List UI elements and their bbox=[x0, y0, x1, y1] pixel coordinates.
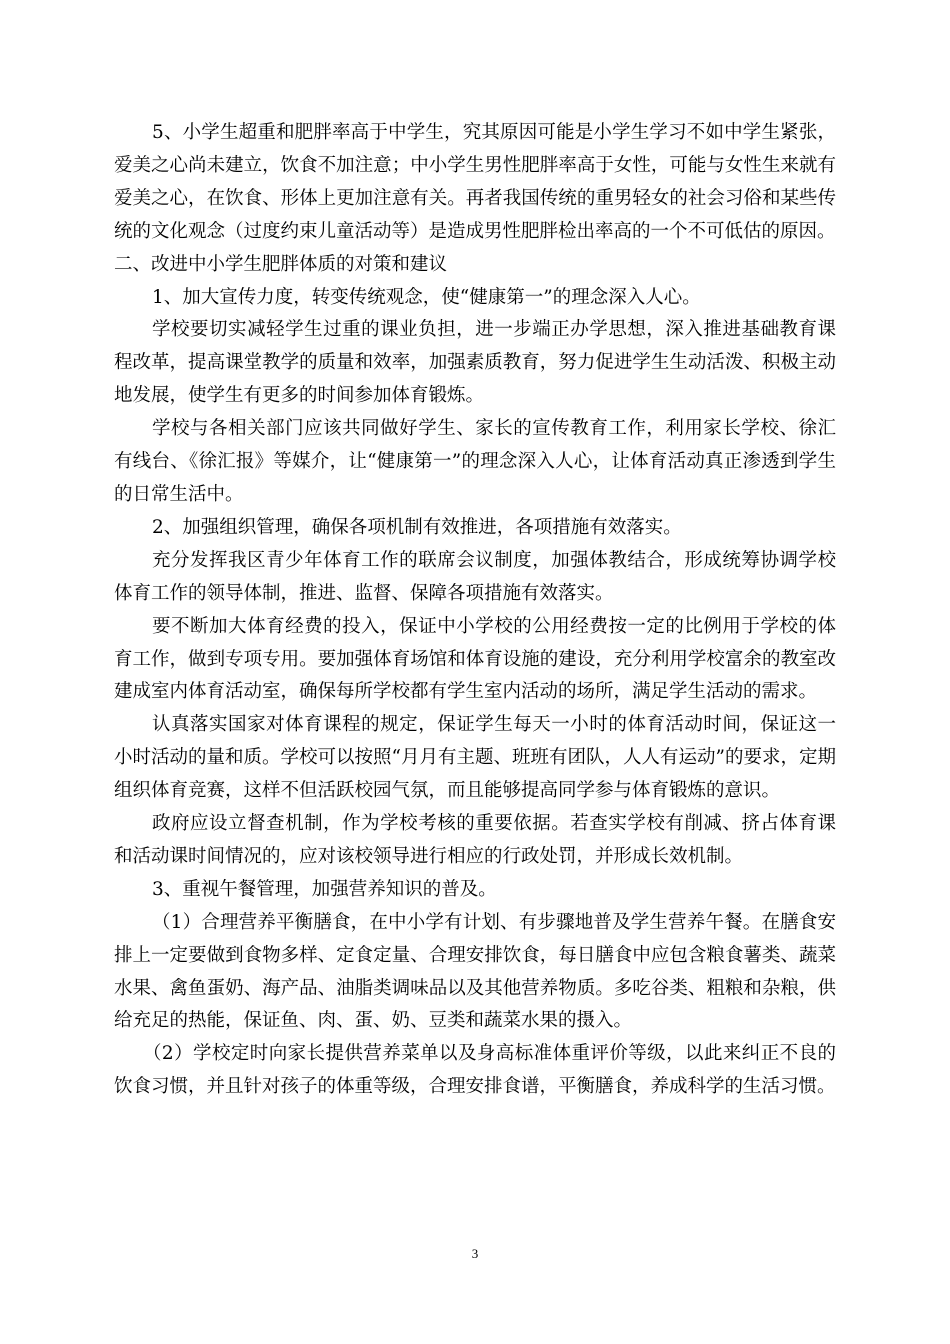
document-body bbox=[114, 117, 836, 1104]
subheading-lunch: 3、重视午餐管理，加强营养知识的普及。 bbox=[152, 878, 497, 900]
section-heading-countermeasures: 二、改进中小学生肥胖体质的对策和建议 bbox=[114, 253, 448, 275]
paragraph-pe-hour: 认真落实国家对体育课程的规定，保证学生每天一小时的体育活动时间，保证这一小时活动的量和质。学校可以按照“月月有主题、班班有团队，人人有运动”的要求，定期组织体育竞赛，这样不但活跃校园气氛，而且能够提高同学参与体育锻炼的意识。 bbox=[114, 714, 836, 802]
paragraph-funding: 要不断加大体育经费的投入，保证中小学校的公用经费按一定的比例用于学校的体育工作，做到专项专用。要加强体育场馆和体育设施的建设，充分利用学校富余的教室改建成室内体育活动室，确保每所学校都有学生室内活动的场所，满足学生活动的需求。 bbox=[114, 615, 836, 703]
paragraph-supervision: 政府应设立督查机制，作为学校考核的重要依据。若查实学校有削减、挤占体育课和活动课时间情况的，应对该校领导进行相应的行政处罚，并形成长效机制。 bbox=[114, 813, 836, 867]
subheading-publicity: 1、加大宣传力度，转变传统观念，使“健康第一”的理念深入人心。 bbox=[152, 286, 701, 308]
paragraph-media-promotion: 学校与各相关部门应该共同做好学生、家长的宣传教育工作，利用家长学校、徐汇有线台、《徐汇报》等媒介，让“健康第一”的理念深入人心，让体育活动真正渗透到学生的日常生活中。 bbox=[114, 418, 836, 505]
subheading-organization: 2、加强组织管理，确保各项机制有效推进，各项措施有效落实。 bbox=[152, 516, 682, 538]
paragraph-obesity-causes: 5、小学生超重和肥胖率高于中学生，究其原因可能是小学生学习不如中学生紧张，爱美之心尚未建立，饮食不加注意；中小学生男性肥胖率高于女性，可能与女性生来就有爱美之心，在饮食、形体上更加注意有关。再者我国传统的重男轻女的社会习俗和某些传统的文化观念（过度约束儿童活动等）是造成男性肥胖检出率高的一个不可低估的原因。 bbox=[114, 122, 836, 242]
page-number: 3 bbox=[471, 1246, 479, 1261]
paragraph-reduce-burden: 学校要切实减轻学生过重的课业负担，进一步端正办学思想，深入推进基础教育课程改革，提高课堂教学的质量和效率，加强素质教育，努力促进学生生动活泼、积极主动地发展，使学生有更多的时间参加体育锻炼。 bbox=[114, 319, 836, 407]
paragraph-balanced-diet: （1）合理营养平衡膳食，在中小学有计划、有步骤地普及学生营养午餐。在膳食安排上一定要做到食物多样、定食定量、合理安排饮食，每日膳食中应包含粮食薯类、蔬菜水果、禽鱼蛋奶、海产品、油脂类调味品以及其他营养物质。多吃谷类、粗粮和杂粮，供给充足的热能，保证鱼、肉、蛋、奶、豆类和蔬菜水果的摄入。 bbox=[114, 911, 836, 1032]
paragraph-joint-meeting: 充分发挥我区青少年体育工作的联席会议制度，加强体教结合，形成统筹协调学校体育工作的领导体制，推进、监督、保障各项措施有效落实。 bbox=[114, 549, 836, 604]
paragraph-nutrition-menu: （2）学校定时向家长提供营养菜单以及身高标准体重评价等级，以此来纠正不良的饮食习惯，并且针对孩子的体重等级，合理安排食谱，平衡膳食，养成科学的生活习惯。 bbox=[114, 1043, 836, 1098]
